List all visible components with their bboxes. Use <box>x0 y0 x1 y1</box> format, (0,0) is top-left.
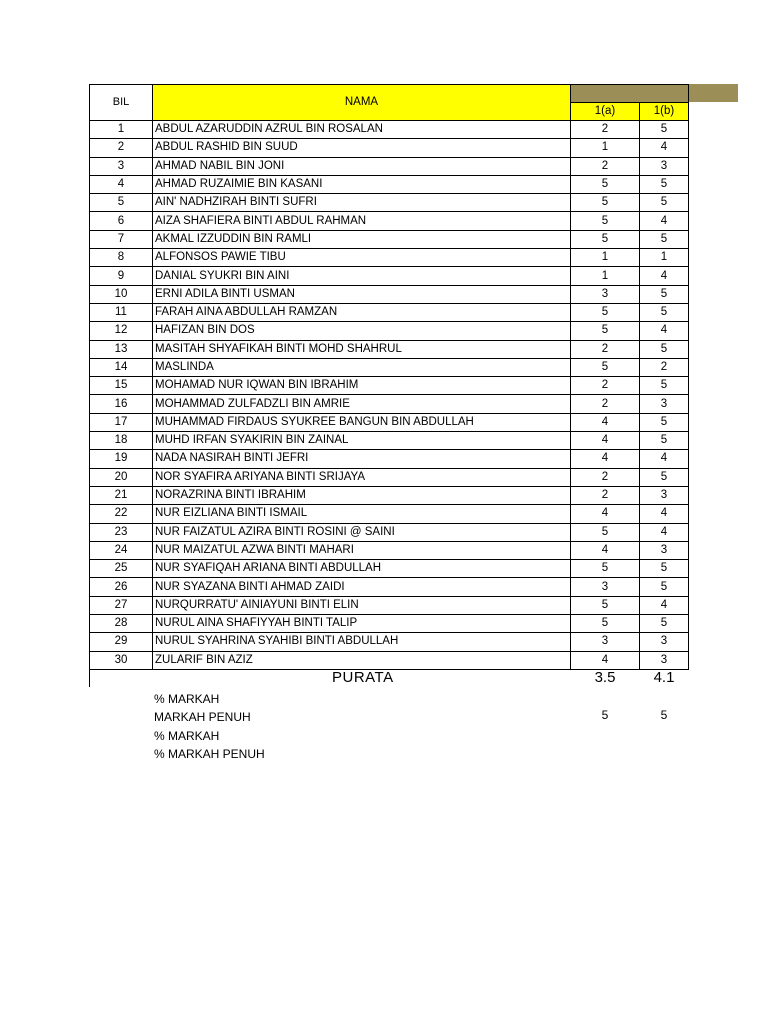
cell-bil[interactable]: 22 <box>90 505 153 523</box>
cell-score-a[interactable]: 5 <box>571 212 640 230</box>
cell-bil[interactable]: 3 <box>90 157 153 175</box>
cell-score-b[interactable]: 5 <box>640 230 689 248</box>
cell-score-b[interactable]: 5 <box>640 340 689 358</box>
cell-nama[interactable]: MASLINDA <box>153 358 571 376</box>
cell-score-a[interactable]: 4 <box>571 505 640 523</box>
cell-nama[interactable]: AHMAD NABIL BIN JONI <box>153 157 571 175</box>
cell-nama[interactable]: AKMAL IZZUDDIN BIN RAMLI <box>153 230 571 248</box>
table-row <box>90 523 689 541</box>
table-row <box>90 486 689 504</box>
cell-bil[interactable]: 5 <box>90 194 153 212</box>
cell-score-a[interactable]: 5 <box>571 175 640 193</box>
cell-score-a[interactable]: 1 <box>571 249 640 267</box>
cell-nama[interactable]: ZULARIF BIN AZIZ <box>153 651 571 669</box>
table-row <box>90 413 689 431</box>
header-group-cell[interactable] <box>571 85 689 103</box>
table-row <box>90 633 689 651</box>
cell-nama[interactable]: NURQURRATU' AINIAYUNI BINTI ELIN <box>153 596 571 614</box>
cell-nama[interactable]: MUHAMMAD FIRDAUS SYUKREE BANGUN BIN ABDULLAH <box>153 413 571 431</box>
table-row <box>90 157 689 175</box>
cell-bil[interactable]: 18 <box>90 432 153 450</box>
cell-bil[interactable]: 30 <box>90 651 153 669</box>
note-percent-markah-2[interactable]: % MARKAH <box>154 728 220 743</box>
cell-score-b[interactable]: 4 <box>640 322 689 340</box>
cell-score-b[interactable]: 5 <box>640 121 689 139</box>
cell-score-a[interactable]: 4 <box>571 541 640 559</box>
cell-score-b[interactable]: 5 <box>640 432 689 450</box>
cell-score-b[interactable]: 4 <box>640 450 689 468</box>
cell-bil[interactable]: 9 <box>90 267 153 285</box>
markah-penuh-b[interactable]: 5 <box>660 708 668 722</box>
table-row <box>90 541 689 559</box>
cell-score-a[interactable]: 4 <box>571 651 640 669</box>
cell-score-a[interactable]: 1 <box>571 139 640 157</box>
cell-nama[interactable]: ABDUL AZARUDDIN AZRUL BIN ROSALAN <box>153 121 571 139</box>
cell-score-a[interactable]: 5 <box>571 560 640 578</box>
table-row <box>90 468 689 486</box>
cell-nama[interactable]: MUHD IRFAN SYAKIRIN BIN ZAINAL <box>153 432 571 450</box>
cell-bil[interactable]: 19 <box>90 450 153 468</box>
cell-score-b[interactable]: 4 <box>640 505 689 523</box>
cell-bil[interactable]: 1 <box>90 121 153 139</box>
cell-bil[interactable]: 11 <box>90 303 153 321</box>
cell-bil[interactable]: 17 <box>90 413 153 431</box>
cell-bil[interactable]: 28 <box>90 615 153 633</box>
cell-bil[interactable]: 10 <box>90 285 153 303</box>
header-bil[interactable]: BIL <box>90 85 153 121</box>
purata-row <box>0 667 768 687</box>
cell-score-b[interactable]: 5 <box>640 560 689 578</box>
cell-nama[interactable]: NUR MAIZATUL AZWA BINTI MAHARI <box>153 541 571 559</box>
cell-score-a[interactable]: 2 <box>571 121 640 139</box>
cell-score-a[interactable]: 2 <box>571 377 640 395</box>
table-row <box>90 358 689 376</box>
cell-score-a[interactable]: 3 <box>571 578 640 596</box>
cell-score-b[interactable]: 5 <box>640 615 689 633</box>
note-percent-markah-penuh[interactable]: % MARKAH PENUH <box>154 746 265 761</box>
cell-score-a[interactable]: 2 <box>571 395 640 413</box>
cell-bil[interactable]: 21 <box>90 486 153 504</box>
cell-score-b[interactable]: 3 <box>640 486 689 504</box>
table-row <box>90 432 689 450</box>
cell-score-b[interactable]: 5 <box>640 578 689 596</box>
cell-bil[interactable]: 14 <box>90 358 153 376</box>
table-row <box>90 212 689 230</box>
cell-nama[interactable]: FARAH AINA ABDULLAH RAMZAN <box>153 303 571 321</box>
table-row <box>90 249 689 267</box>
table-row <box>90 139 689 157</box>
header-nama[interactable]: NAMA <box>153 85 571 121</box>
cell-score-b[interactable]: 4 <box>640 212 689 230</box>
cell-bil[interactable]: 4 <box>90 175 153 193</box>
table-row <box>90 395 689 413</box>
cell-score-a[interactable]: 5 <box>571 358 640 376</box>
cell-score-a[interactable]: 5 <box>571 322 640 340</box>
cell-score-b[interactable]: 3 <box>640 633 689 651</box>
cell-score-b[interactable]: 3 <box>640 395 689 413</box>
cell-nama[interactable]: NUR FAIZATUL AZIRA BINTI ROSINI @ SAINI <box>153 523 571 541</box>
cell-bil[interactable]: 13 <box>90 340 153 358</box>
markah-penuh-a[interactable]: 5 <box>601 708 609 722</box>
cell-score-b[interactable]: 5 <box>640 285 689 303</box>
table-row <box>90 450 689 468</box>
cell-score-a[interactable]: 4 <box>571 413 640 431</box>
cell-score-b[interactable]: 4 <box>640 139 689 157</box>
cell-nama[interactable]: AHMAD RUZAIMIE BIN KASANI <box>153 175 571 193</box>
cell-bil[interactable]: 23 <box>90 523 153 541</box>
table-row <box>90 267 689 285</box>
table-row <box>90 285 689 303</box>
cell-score-a[interactable]: 4 <box>571 432 640 450</box>
cell-score-b[interactable]: 5 <box>640 303 689 321</box>
table-row <box>90 230 689 248</box>
purata-label[interactable]: PURATA <box>332 669 394 686</box>
cell-score-a[interactable]: 3 <box>571 285 640 303</box>
note-percent-markah[interactable]: % MARKAH <box>154 692 220 706</box>
cell-bil[interactable]: 27 <box>90 596 153 614</box>
cell-score-b[interactable]: 5 <box>640 468 689 486</box>
table-row <box>90 578 689 596</box>
cell-score-a[interactable]: 2 <box>571 468 640 486</box>
cell-nama[interactable]: NUR SYAFIQAH ARIANA BINTI ABDULLAH <box>153 560 571 578</box>
table-row <box>90 121 689 139</box>
header-col-b[interactable]: 1(b) <box>640 103 689 121</box>
cell-nama[interactable]: NUR SYAZANA BINTI AHMAD ZAIDI <box>153 578 571 596</box>
cell-score-a[interactable]: 5 <box>571 230 640 248</box>
cell-score-a[interactable]: 5 <box>571 523 640 541</box>
cell-score-a[interactable]: 2 <box>571 340 640 358</box>
cell-score-a[interactable]: 5 <box>571 615 640 633</box>
cell-score-a[interactable]: 2 <box>571 157 640 175</box>
cell-nama[interactable]: NURUL SYAHRINA SYAHIBI BINTI ABDULLAH <box>153 633 571 651</box>
cell-bil[interactable]: 7 <box>90 230 153 248</box>
cell-score-b[interactable]: 5 <box>640 175 689 193</box>
cell-bil[interactable]: 25 <box>90 560 153 578</box>
table-row <box>90 596 689 614</box>
table-row <box>90 560 689 578</box>
cell-bil[interactable]: 12 <box>90 322 153 340</box>
cell-bil[interactable]: 8 <box>90 249 153 267</box>
table-row <box>90 175 689 193</box>
table-row <box>90 194 689 212</box>
cell-nama[interactable]: HAFIZAN BIN DOS <box>153 322 571 340</box>
table-row <box>90 340 689 358</box>
note-markah-penuh[interactable]: MARKAH PENUH <box>154 710 251 725</box>
purata-value-b[interactable]: 4.1 <box>653 669 675 686</box>
marks-table <box>89 84 689 670</box>
cell-nama[interactable]: MASITAH SHYAFIKAH BINTI MOHD SHAHRUL <box>153 340 571 358</box>
cell-score-b[interactable]: 4 <box>640 267 689 285</box>
cell-nama[interactable]: ERNI ADILA BINTI USMAN <box>153 285 571 303</box>
cell-nama[interactable]: NURUL AINA SHAFIYYAH BINTI TALIP <box>153 615 571 633</box>
cell-nama[interactable]: DANIAL SYUKRI BIN AINI <box>153 267 571 285</box>
cell-nama[interactable]: NADA NASIRAH BINTI JEFRI <box>153 450 571 468</box>
notes-block <box>154 690 265 763</box>
cell-bil[interactable]: 29 <box>90 633 153 651</box>
cell-bil[interactable]: 16 <box>90 395 153 413</box>
cell-score-a[interactable]: 4 <box>571 450 640 468</box>
cell-nama[interactable]: NOR SYAFIRA ARIYANA BINTI SRIJAYA <box>153 468 571 486</box>
cell-score-a[interactable]: 3 <box>571 633 640 651</box>
table-row <box>90 322 689 340</box>
table-row <box>90 303 689 321</box>
cell-bil[interactable]: 24 <box>90 541 153 559</box>
cell-nama[interactable]: NUR EIZLIANA BINTI ISMAIL <box>153 505 571 523</box>
cell-score-b[interactable]: 4 <box>640 523 689 541</box>
cell-score-b[interactable]: 1 <box>640 249 689 267</box>
cell-score-a[interactable]: 5 <box>571 303 640 321</box>
cell-score-b[interactable]: 3 <box>640 651 689 669</box>
table-row <box>90 505 689 523</box>
cell-score-a[interactable]: 1 <box>571 267 640 285</box>
cell-score-b[interactable]: 4 <box>640 596 689 614</box>
cell-nama[interactable]: ALFONSOS PAWIE TIBU <box>153 249 571 267</box>
cell-bil[interactable]: 2 <box>90 139 153 157</box>
cell-score-a[interactable]: 2 <box>571 486 640 504</box>
table-row <box>90 615 689 633</box>
purata-value-a[interactable]: 3.5 <box>594 669 616 686</box>
header-col-a[interactable]: 1(a) <box>571 103 640 121</box>
cell-bil[interactable]: 26 <box>90 578 153 596</box>
cell-nama[interactable]: ABDUL RASHID BIN SUUD <box>153 139 571 157</box>
cell-score-b[interactable]: 5 <box>640 413 689 431</box>
table-row <box>90 377 689 395</box>
cell-nama[interactable]: AIN' NADHZIRAH BINTI SUFRI <box>153 194 571 212</box>
cell-bil[interactable]: 6 <box>90 212 153 230</box>
cell-nama[interactable]: AIZA SHAFIERA BINTI ABDUL RAHMAN <box>153 212 571 230</box>
cell-nama[interactable]: NORAZRINA BINTI IBRAHIM <box>153 486 571 504</box>
cell-nama[interactable]: MOHAMAD NUR IQWAN BIN IBRAHIM <box>153 377 571 395</box>
cell-score-b[interactable]: 2 <box>640 358 689 376</box>
header-row <box>90 85 689 103</box>
cell-score-b[interactable]: 3 <box>640 157 689 175</box>
cell-score-b[interactable]: 3 <box>640 541 689 559</box>
cell-score-a[interactable]: 5 <box>571 194 640 212</box>
cell-bil[interactable]: 15 <box>90 377 153 395</box>
cell-nama[interactable]: MOHAMMAD ZULFADZLI BIN AMRIE <box>153 395 571 413</box>
cell-score-b[interactable]: 5 <box>640 194 689 212</box>
cell-score-b[interactable]: 5 <box>640 377 689 395</box>
cell-score-a[interactable]: 5 <box>571 596 640 614</box>
cell-bil[interactable]: 20 <box>90 468 153 486</box>
